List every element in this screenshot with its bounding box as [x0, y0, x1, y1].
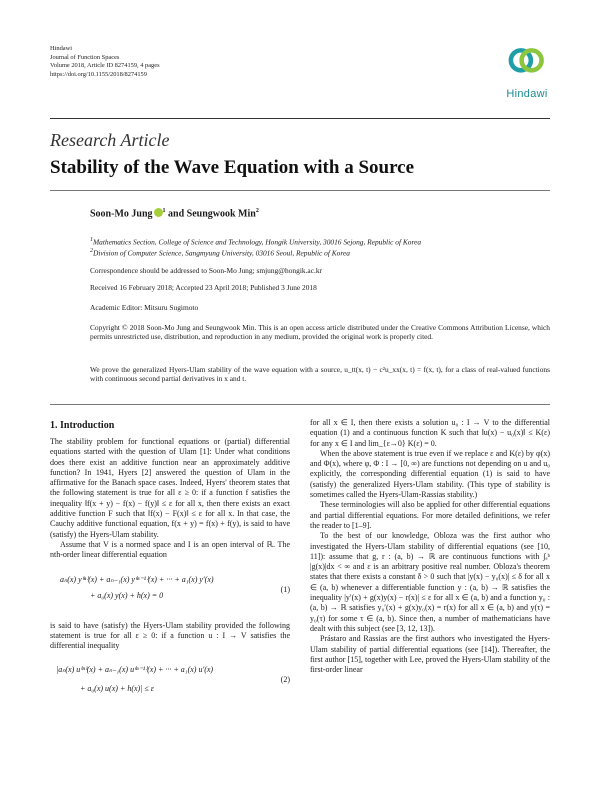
left-column	[50, 437, 290, 699]
paragraph: To the best of our knowledge, Obloza was the first author who investigated the Hyers-Ulam stability of differential equations (see [10, 11]): assume that g, r : (a, b) → ℝ are continuous functions with ∫ₐᵇ |g(x)|dx < ∞ and ε is an arbitrary positive real number. Obloza's theorem states that there exists a constant δ > 0 such that |y(x) − y₀(x)| ≤ δ for all x ∈ (a, b) whenever a differentiable function y : (a, b) → ℝ satisfies the inequality |y′(x) + g(x)y(x) − r(x)| ≤ ε for all x ∈ (a, b) and a function y₀ : (a, b) → ℝ satisfies y₀′(x) + g(x)y₀(x) = r(x) for all x ∈ (a, b) and y(τ) = y₀(τ) for some τ ∈ (a, b). Since then, a number of mathematicians have dealt with this subject (see [3, 12, 13]).	[310, 531, 550, 633]
doi-link[interactable]: https://doi.org/10.1155/2018/8274159	[50, 70, 147, 78]
author-2-affiliation-mark: 2	[255, 208, 259, 214]
paragraph: Prástaro and Rassias are the first authors who investigated the Hyers-Ulam stability of partial differential equations (see [14]). Thereafter, the first author [15], together with Lee, proved the Hyers-Ulam stability of the first-order linear	[310, 634, 550, 675]
equation-1-line-2: + a₀(x) y(x) + h(x) = 0	[90, 590, 164, 600]
orcid-icon[interactable]	[154, 208, 163, 217]
abstract-divider	[50, 404, 550, 405]
equation-2-line-1: |aₙ(x) u⁽ⁿ⁾(x) + aₙ₋₁(x) u⁽ⁿ⁻¹⁾(x) + ··· + a₁(x) u′(x)	[56, 665, 214, 675]
header-divider	[50, 118, 550, 119]
article-category: Research Article	[50, 130, 170, 150]
paragraph: When the above statement is true even if we replace ε and K(ε) by φ(x) and Φ(x), where φ, Φ : I → [0, ∞) are functions not depending on u and u₀ explicitly, the corresponding differential equation (1) is said to have (satisfy) the generalized Hyers-Ulam stability. (This type of stability is sometimes called the Hyers-Ulam-Rassias stability.)	[310, 448, 550, 500]
equation-1-line-1: aₙ(x) y⁽ⁿ⁾(x) + aₙ₋₁(x) y⁽ⁿ⁻¹⁾(x) + ··· + a₁(x) y′(x)	[60, 574, 214, 584]
affiliation-1: $^1$Mathematics Section, College of Science and Technology, Hongik University, 30016 Sejong, Republic of Korea	[90, 237, 422, 247]
publication-dates: Received 16 February 2018; Accepted 23 April 2018; Published 3 June 2018	[90, 283, 317, 292]
author-list	[90, 208, 259, 219]
hindawi-logo-text: Hindawi	[506, 88, 548, 100]
equation-2-number: (2)	[280, 675, 290, 685]
paragraph: for all x ∈ I, then there exists a solution u₀ : I → V to the differential equation (1) and a continuous function K such that ‖u(x) − u₀(x)‖ ≤ K(ε) for any x ∈ I and lim_{ε→0} K(ε) = 0.	[310, 418, 550, 448]
section-heading: 1. Introduction	[50, 420, 115, 431]
right-column	[310, 418, 550, 675]
abstract: We prove the generalized Hyers-Ulam stability of the wave equation with a source, u_tt(x, t) − c²u_xx(x, t) = f(x, t), for a class of real-valued functions with continuous second partial derivatives in x and t.	[90, 365, 550, 384]
academic-editor: Academic Editor: Mitsuru Sugimoto	[90, 303, 199, 312]
paragraph: Assume that V is a normed space and I is an open interval of ℝ. The nth-order linear differential equation	[50, 539, 290, 560]
equation-1	[50, 575, 290, 609]
paragraph: These terminologies will also be applied for other differential equations and partial differential equations. For more detailed definitions, we refer the reader to [1–9].	[310, 500, 550, 530]
author-1[interactable]: Soon-Mo Jung	[90, 208, 153, 220]
paragraph: is said to have (satisfy) the Hyers-Ulam stability provided the following statement is true for all ε ≥ 0: if a function u : I → V satisfies the differential inequality	[50, 620, 290, 651]
equation-2-line-2: + a₀(x) u(x) + h(x)| ≤ ε	[80, 683, 154, 693]
correspondence: Correspondence should be addressed to Soon-Mo Jung; smjung@hongik.ac.kr	[90, 266, 322, 275]
equation-2	[50, 665, 290, 699]
copyright-notice: Copyright © 2018 Soon-Mo Jung and Seungwook Min. This is an open access article distributed under the Creative Commons Attribution License, which permits unrestricted use, distribution, and reproduction in any medium, provided the original work is properly cited.	[90, 323, 550, 342]
hindawi-logo-icon	[500, 45, 554, 91]
paragraph: The stability problem for functional equations or (partial) differential equations started with the question of Ulam [1]: Under what conditions does there exist an additive function near an approximately additive function? In 1941, Hyers [2] answered the question of Ulam in the affirmative for the Banach space cases. Indeed, Hyers' theorem states that the following statement is true for all ε ≥ 0: if a function f satisfies the inequality ‖f(x + y) − f(x) − f(y)‖ ≤ ε for all x, then there exists an exact additive function F such that ‖f(x) − F(x)‖ ≤ ε for all x. In that case, the Cauchy additive functional equation, f(x + y) = f(x) + f(y), is said to have (satisfy) the Hyers-Ulam stability.	[50, 437, 290, 539]
publisher-name: Hindawi	[50, 45, 73, 52]
title-divider	[50, 190, 550, 191]
journal-name: Journal of Function Spaces	[50, 53, 120, 61]
journal-info	[50, 45, 160, 79]
author-1-affiliation-mark: 1	[162, 208, 166, 214]
article-title: Stability of the Wave Equation with a Source	[50, 157, 415, 178]
affiliation-2: $^2$Division of Computer Science, Sangmyung University, 03016 Seoul, Republic of Korea	[90, 247, 350, 258]
volume-info: Volume 2018, Article ID 8274159, 4 pages	[50, 62, 160, 70]
equation-1-number: (1)	[280, 584, 290, 594]
affiliations	[90, 236, 550, 258]
author-2[interactable]: and Seungwook Min	[165, 208, 256, 220]
